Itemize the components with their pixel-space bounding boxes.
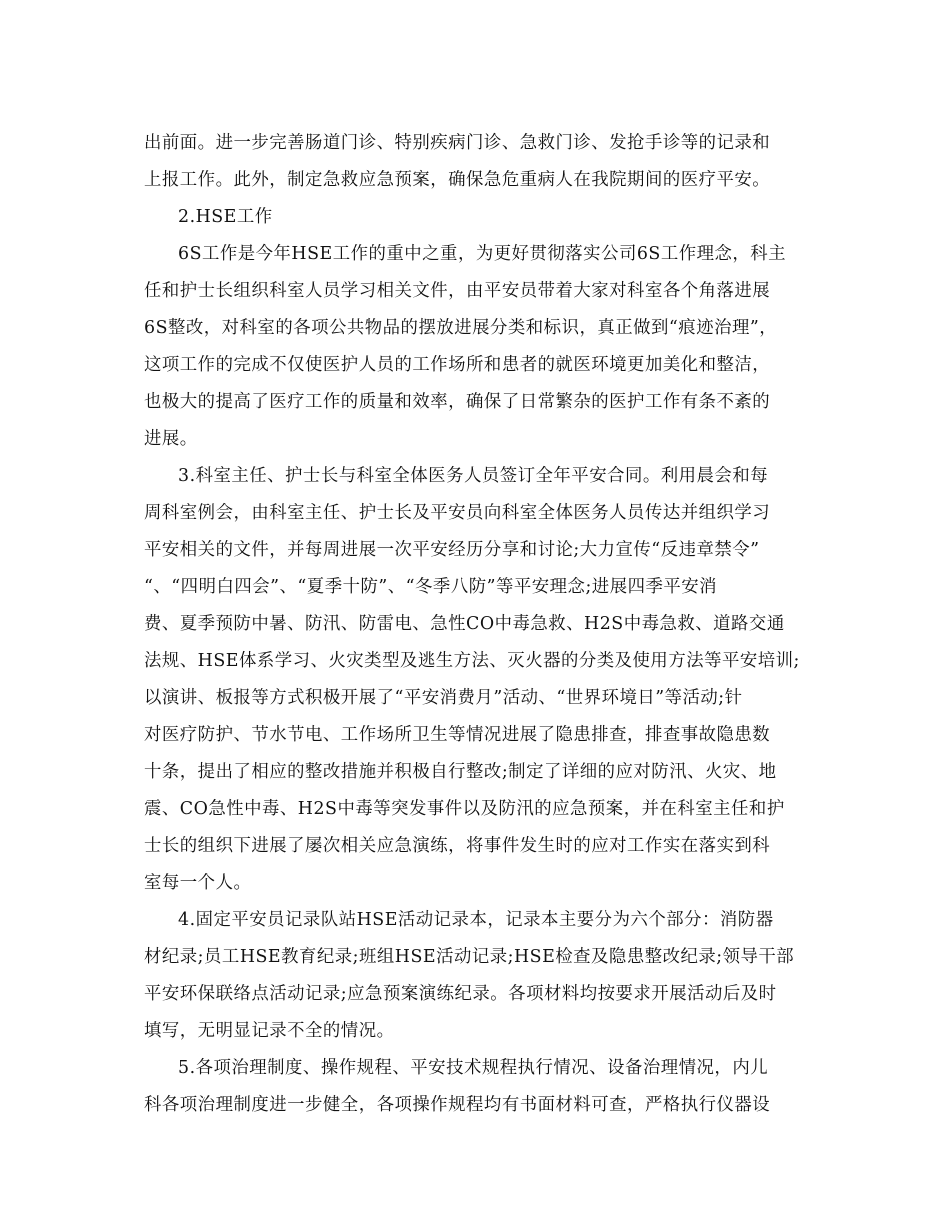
text-line: “、“四明白四会”、“夏季十防”、“冬季八防”等平安理念;进展四季平安消 [144, 577, 718, 597]
text-line: 任和护士长组织科室人员学习相关文件，由平安员带着大家对科室各个角落进展 [144, 281, 771, 301]
text-line: 平安相关的文件，并每周进展一次平安经历分享和讨论;大力宣传“反违章禁令” [144, 540, 760, 560]
text-line: 也极大的提高了医疗工作的质量和效率，确保了日常繁杂的医护工作有条不紊的 [144, 392, 771, 412]
text-line: 震、CO急性中毒、H2S中毒等突发事件以及防汛的应急预案，并在科室主任和护 [144, 799, 785, 819]
text-line: 以演讲、板报等方式积极开展了“平安消费月”活动、“世界环境日”等活动;针 [144, 688, 743, 708]
text-line: 填写，无明显记录不全的情况。 [144, 1021, 395, 1041]
text-line: 6S工作是今年HSE工作的重中之重，为更好贯彻落实公司6S工作理念，科主 [178, 244, 787, 264]
text-line: 对医疗防护、节水节电、工作场所卫生等情况进展了隐患排查，排查事故隐患数 [144, 725, 771, 745]
text-line: 费、夏季预防中暑、防汛、防雷电、急性CO中毒急救、H2S中毒急救、道路交通 [144, 614, 785, 634]
text-line: 这项工作的完成不仅使医护人员的工作场所和患者的就医环境更加美化和整洁， [144, 355, 771, 375]
section-heading: 2.HSE工作 [178, 207, 273, 227]
text-line: 出前面。进一步完善肠道门诊、特别疾病门诊、急救门诊、发抢手诊等的记录和 [144, 133, 771, 153]
text-line: 6S整改，对科室的各项公共物品的摆放进展分类和标识，真正做到“痕迹治理”， [144, 318, 778, 338]
text-line: 室每一个人。 [144, 873, 252, 893]
text-line: 进展。 [144, 429, 198, 449]
text-line: 周科室例会，由科室主任、护士长及平安员向科室全体医务人员传达并组织学习 [144, 503, 771, 523]
text-line: 十条，提出了相应的整改措施并积极自行整改;制定了详细的应对防汛、火灾、地 [144, 762, 777, 782]
text-line: 法规、HSE体系学习、火灾类型及逃生方法、灭火器的分类及使用方法等平安培训; [144, 651, 800, 671]
text-line: 材纪录;员工HSE教育纪录;班组HSE活动记录;HSE检查及隐患整改纪录;领导干部 [144, 947, 795, 967]
text-line: 上报工作。此外，制定急救应急预案，确保急危重病人在我院期间的医疗平安。 [144, 170, 771, 190]
text-line: 平安环保联络点活动记录;应急预案演练纪录。各项材料均按要求开展活动后及时 [144, 984, 777, 1004]
text-line: 士长的组织下进展了屡次相关应急演练，将事件发生时的应对工作实在落实到科 [144, 836, 771, 856]
text-line: 5.各项治理制度、操作规程、平安技术规程执行情况、设备治理情况，内儿 [178, 1058, 769, 1078]
text-line: 4.固定平安员记录队站HSE活动记录本，记录本主要分为六个部分：消防器 [178, 910, 774, 930]
text-line: 科各项治理制度进一步健全，各项操作规程均有书面材料可查，严格执行仪器设 [144, 1095, 771, 1115]
text-line: 3.科室主任、护士长与科室全体医务人员签订全年平安合同。利用晨会和每 [178, 466, 769, 486]
